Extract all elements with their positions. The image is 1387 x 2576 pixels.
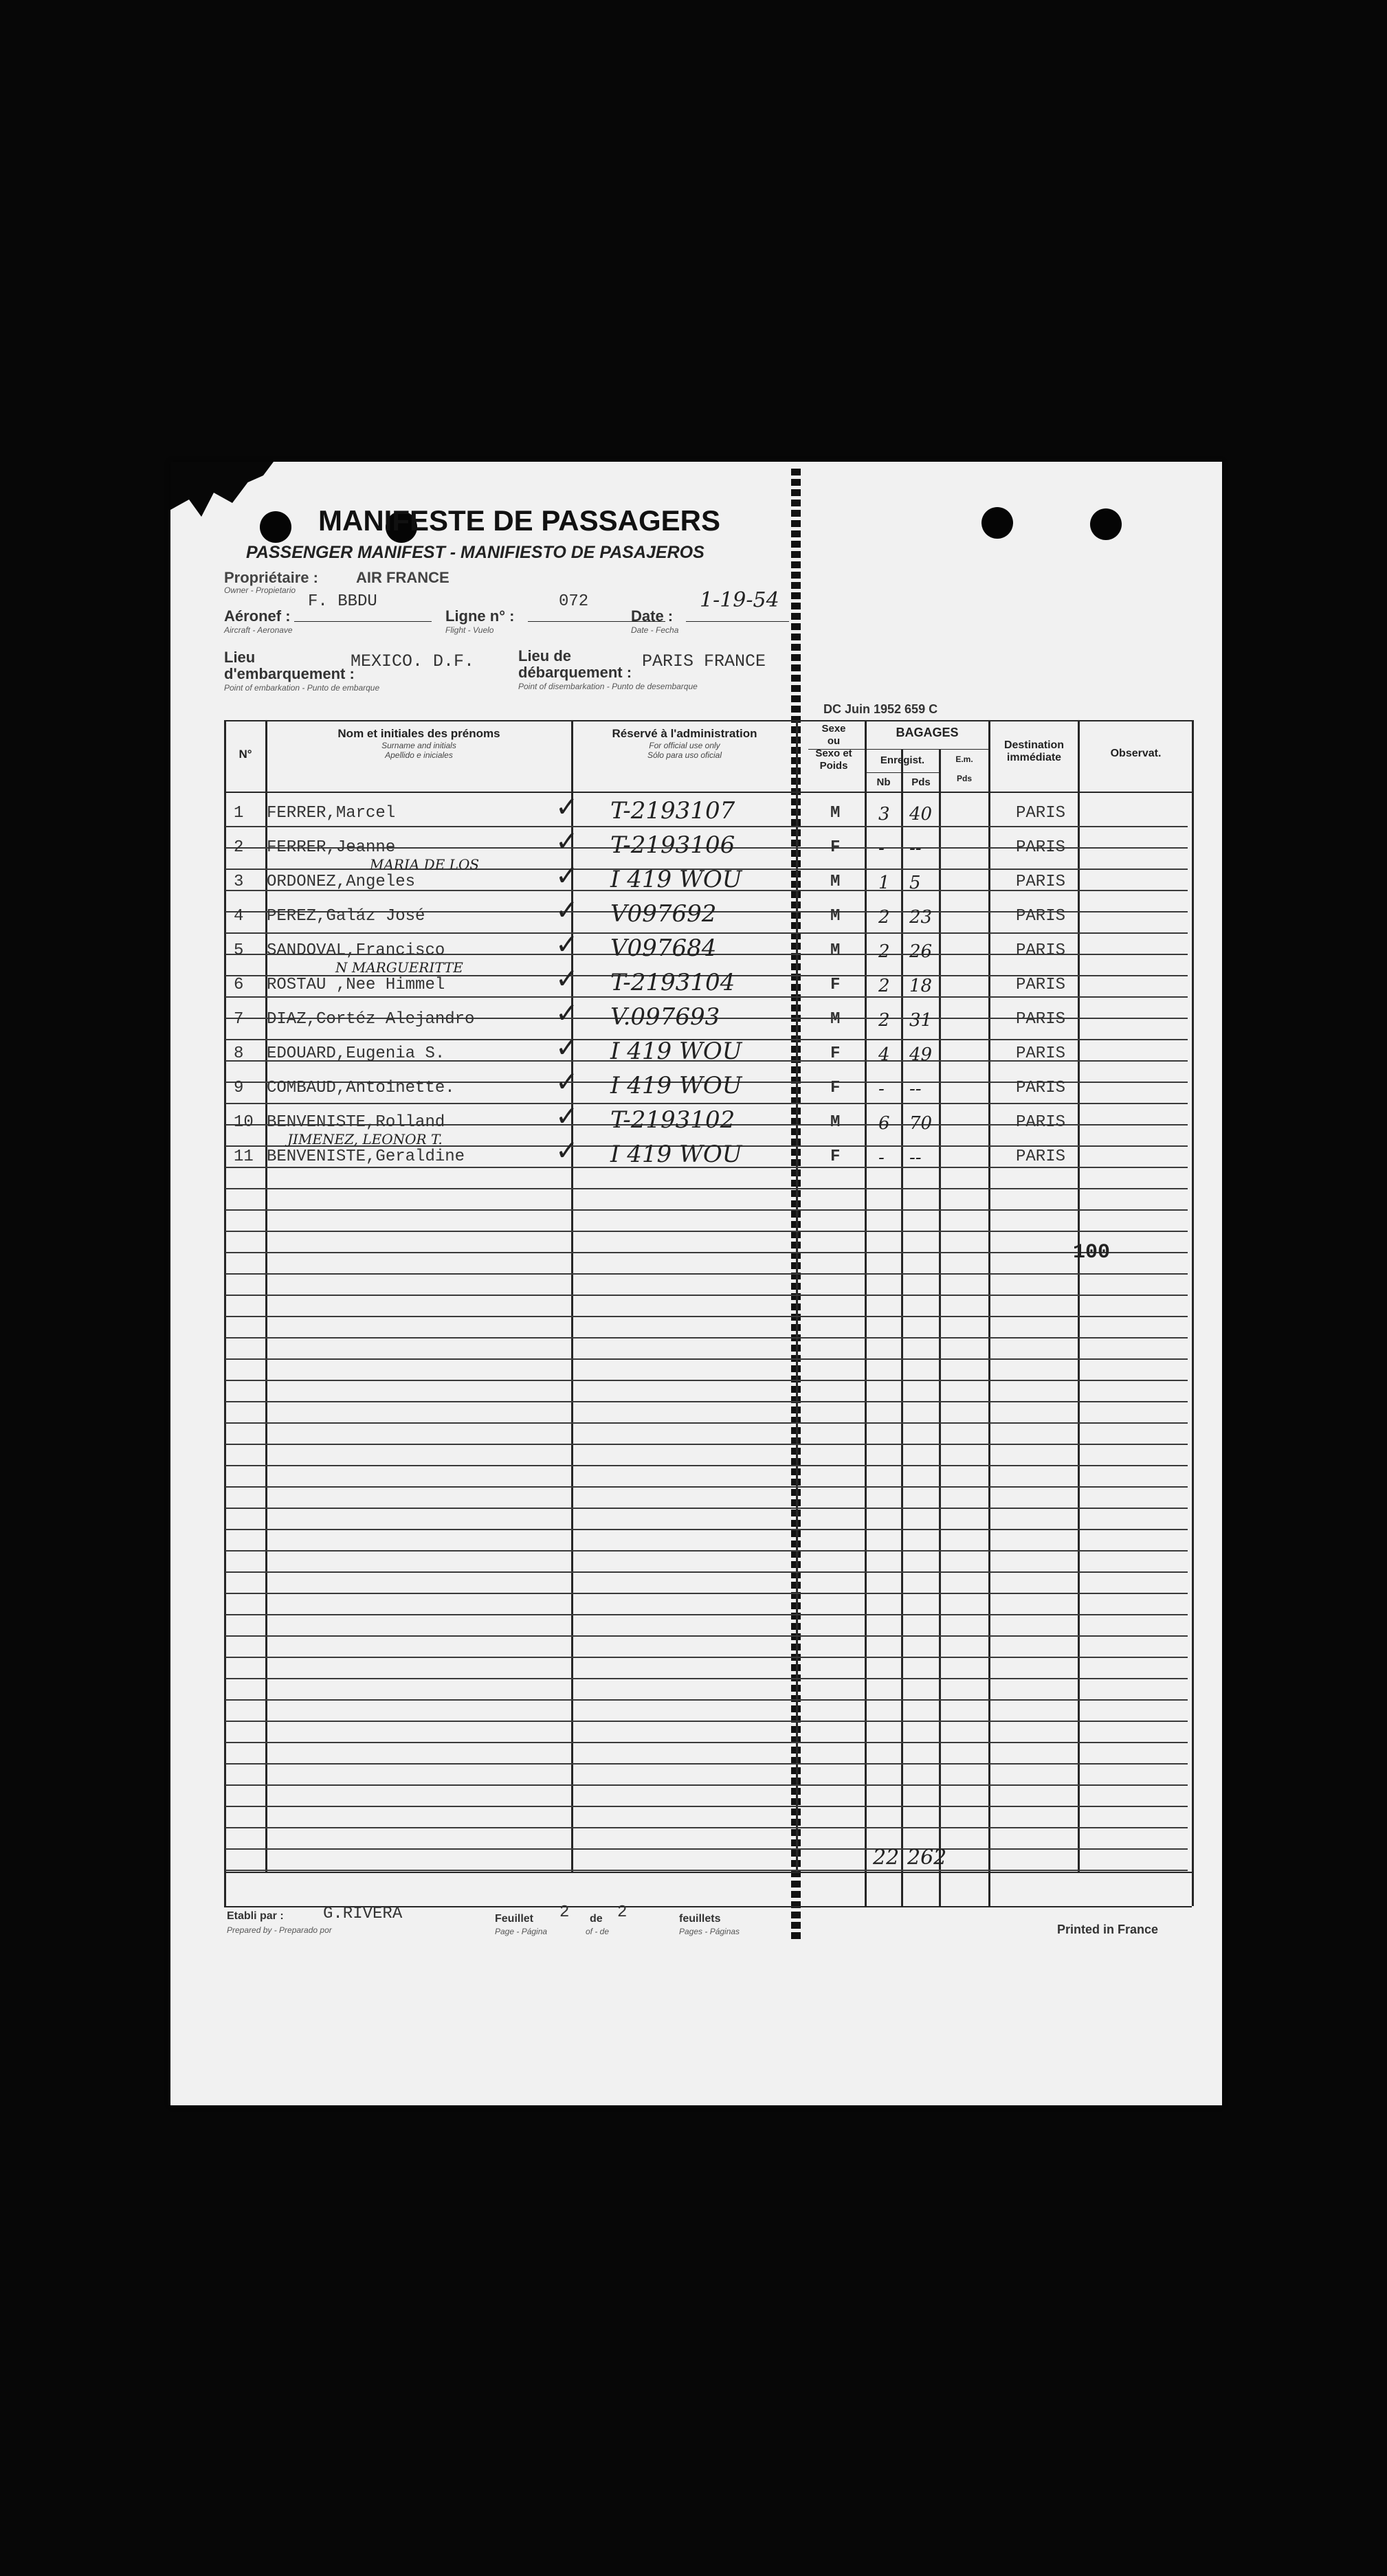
stray-number: 100 xyxy=(1073,1241,1111,1264)
ruled-line xyxy=(225,1763,1188,1765)
check-mark-icon: ✓ xyxy=(555,792,579,823)
date-value: 1-19-54 xyxy=(700,588,779,612)
punch-hole xyxy=(260,511,291,543)
cell-nb: - xyxy=(878,838,885,859)
cell-name-annotation: MARIA DE LOS xyxy=(370,856,480,873)
ruled-line xyxy=(225,1188,1188,1189)
total-pds: 262 xyxy=(907,1846,947,1870)
ruled-line xyxy=(225,1678,1188,1679)
col-header-excess-1: E.m. xyxy=(955,754,973,764)
cell-sex: M xyxy=(830,907,841,926)
cell-sex: F xyxy=(830,976,841,994)
col-border xyxy=(865,720,867,1906)
ruled-line xyxy=(225,1422,1188,1424)
col-header-reserved xyxy=(573,727,796,760)
table-top-border xyxy=(224,720,1192,721)
flight-label-sub: Flight - Vuelo xyxy=(445,625,494,635)
ruled-line xyxy=(225,1358,1188,1360)
check-mark-icon: ✓ xyxy=(555,895,579,926)
embark-label-line2: d'embarquement : xyxy=(224,665,355,682)
col-header-reserved-text: Réservé à l'administration xyxy=(612,727,757,740)
col-border xyxy=(224,720,226,1906)
manifest-sheet xyxy=(170,462,1222,2105)
check-mark-icon: ✓ xyxy=(555,998,579,1029)
ruled-line xyxy=(225,996,1188,998)
col-header-name-sub2: Apellido e iniciales xyxy=(385,750,453,760)
col-header-sex-2: ou xyxy=(827,735,841,747)
check-mark-icon: ✓ xyxy=(555,860,579,892)
ruled-line xyxy=(225,1401,1188,1402)
cell-reserved: V097684 xyxy=(610,934,717,962)
cell-sex: F xyxy=(830,838,841,857)
ruled-line xyxy=(225,1784,1188,1786)
ruled-line xyxy=(225,1635,1188,1637)
cell-reserved: V.097693 xyxy=(610,1003,720,1031)
cell-nb: 2 xyxy=(878,1010,890,1031)
cell-destination: PARIS xyxy=(1016,941,1066,960)
check-mark-icon: ✓ xyxy=(555,1066,579,1098)
cell-nb: - xyxy=(878,1147,885,1168)
col-header-destination-1: Destination xyxy=(1003,739,1065,751)
owner-label: Propriétaire : xyxy=(224,569,318,586)
date-label: Date : xyxy=(631,607,674,625)
cell-pds: 18 xyxy=(909,976,933,996)
cell-reserved: I 419 WOU xyxy=(610,866,742,893)
ruled-line xyxy=(225,1444,1188,1445)
embark-value: MEXICO. D.F. xyxy=(351,651,475,671)
cell-name-annotation: N MARGUERITTE xyxy=(335,959,463,976)
col-header-destination-2: immédiate xyxy=(1006,752,1062,763)
cell-no: 5 xyxy=(234,941,244,960)
cell-reserved: T-2193104 xyxy=(610,969,735,996)
check-mark-icon: ✓ xyxy=(555,929,579,961)
ruled-line xyxy=(225,1252,1188,1253)
field-underline xyxy=(294,621,432,622)
ruled-line xyxy=(225,1209,1188,1211)
prepared-label-sub: Prepared by - Preparado por xyxy=(227,1925,332,1935)
col-header-reserved-sub1: For official use only xyxy=(649,741,720,750)
col-header-excess-2: Pds xyxy=(956,774,972,783)
cell-reserved: I 419 WOU xyxy=(610,1141,742,1168)
cell-pds: 5 xyxy=(909,873,921,893)
check-mark-icon: ✓ xyxy=(555,963,579,995)
check-mark-icon: ✓ xyxy=(555,1135,579,1167)
embark-label-sub: Point of embarkation - Punto de embarque xyxy=(224,683,380,693)
col-header-name-text: Nom et initiales des prénoms xyxy=(337,727,500,740)
aircraft-label: Aéronef : xyxy=(224,607,291,625)
cell-nb: 2 xyxy=(878,976,890,996)
cell-sex: M xyxy=(830,873,841,891)
cell-name: BENVENISTE,Rolland xyxy=(267,1113,445,1132)
cell-sex: M xyxy=(830,804,841,822)
cell-name: FERRER,Jeanne xyxy=(267,838,396,857)
ruled-line xyxy=(225,1550,1188,1552)
page-label-sub: Page - Página xyxy=(495,1927,548,1936)
ruled-line xyxy=(225,1508,1188,1509)
col-header-sex xyxy=(803,723,865,772)
col-header-pds: Pds xyxy=(911,776,931,788)
cell-sex: F xyxy=(830,1079,841,1097)
prepared-label: Etabli par : xyxy=(227,1910,284,1922)
cell-no: 10 xyxy=(234,1113,254,1132)
field-underline xyxy=(686,621,789,622)
check-mark-icon: ✓ xyxy=(555,1101,579,1132)
cell-pds: 70 xyxy=(909,1113,933,1134)
cell-no: 2 xyxy=(234,838,244,857)
owner-label-sub: Owner - Propietario xyxy=(224,585,296,595)
cell-name-annotation: JIMENEZ, LEONOR T. xyxy=(287,1131,443,1147)
prepared-value: G.RIVERA xyxy=(323,1905,403,1923)
cell-sex: F xyxy=(830,1147,841,1166)
ruled-line xyxy=(225,1848,1188,1850)
ruled-line xyxy=(225,1870,1188,1871)
cell-destination: PARIS xyxy=(1016,838,1066,857)
form-code: DC Juin 1952 659 C xyxy=(823,702,938,716)
cell-pds: 49 xyxy=(909,1044,933,1065)
cell-destination: PARIS xyxy=(1016,976,1066,994)
cell-sex: M xyxy=(830,1010,841,1029)
ruled-line xyxy=(225,1337,1188,1339)
cell-reserved: I 419 WOU xyxy=(610,1038,742,1065)
sheets-label: feuillets xyxy=(679,1913,721,1925)
printed-in-france: Printed in France xyxy=(1057,1923,1159,1936)
sheet-label: Feuillet xyxy=(495,1913,534,1925)
col-header-destination xyxy=(990,739,1078,764)
flight-label: Ligne n° : xyxy=(445,607,515,625)
cell-no: 1 xyxy=(234,804,244,822)
cell-name: SANDOVAL,Francisco xyxy=(267,941,445,960)
ruled-line xyxy=(225,1103,1188,1104)
cell-pds: -- xyxy=(909,1147,922,1168)
embark-label: Lieu xyxy=(224,649,256,666)
col-border xyxy=(939,749,941,1906)
cell-pds: -- xyxy=(909,838,922,859)
col-header-baggage: BAGAGES xyxy=(896,726,959,739)
cell-no: 4 xyxy=(234,907,244,926)
owner-value: AIR FRANCE xyxy=(356,569,450,586)
cell-name: ORDONEZ,Angeles xyxy=(267,873,416,891)
cell-name: PEREZ,Galáz José xyxy=(267,907,425,926)
torn-corner xyxy=(170,462,274,530)
cell-no: 9 xyxy=(234,1079,244,1097)
ruled-line xyxy=(225,1614,1188,1615)
ruled-line xyxy=(225,1529,1188,1530)
col-header-sex-4: Poids xyxy=(819,760,848,772)
col-header-reserved-sub2: Sólo para uso oficial xyxy=(647,750,722,760)
disembark-label: Lieu de xyxy=(518,647,572,664)
cell-no: 3 xyxy=(234,873,244,891)
ruled-line xyxy=(225,1721,1188,1722)
ruled-line xyxy=(225,1316,1188,1317)
disembark-value: PARIS FRANCE xyxy=(642,651,766,671)
col-header-nb: Nb xyxy=(876,776,891,788)
cell-sex: M xyxy=(830,1113,841,1132)
cell-sex: M xyxy=(830,941,841,960)
ruled-line xyxy=(225,1231,1188,1232)
ruled-line xyxy=(225,1295,1188,1296)
col-header-observations: Observat. xyxy=(1110,748,1162,759)
ruled-line xyxy=(225,1465,1188,1466)
ruled-line xyxy=(225,1571,1188,1573)
cell-name: FERRER,Marcel xyxy=(267,804,396,822)
page-subtitle: PASSENGER MANIFEST - MANIFIESTO DE PASAJEROS xyxy=(246,543,704,562)
ruled-line xyxy=(225,1742,1188,1743)
col-header-registered: Enregist. xyxy=(880,754,925,766)
col-header-sex-1: Sexe xyxy=(821,723,846,735)
of-label: de xyxy=(590,1913,603,1925)
cell-nb: 6 xyxy=(878,1113,890,1134)
ruled-line xyxy=(225,1827,1188,1828)
cell-reserved: V097692 xyxy=(610,900,717,928)
cell-sex: F xyxy=(830,1044,841,1063)
aircraft-value: F. BBDU xyxy=(308,592,377,611)
sheet-value: 2 xyxy=(559,1903,570,1922)
cell-reserved: I 419 WOU xyxy=(610,1072,742,1099)
cell-name: BENVENISTE,Geraldine xyxy=(267,1147,465,1166)
cell-nb: 2 xyxy=(878,907,890,928)
punch-hole xyxy=(1090,508,1122,540)
cell-pds: -- xyxy=(909,1079,922,1099)
cell-nb: 1 xyxy=(878,873,890,893)
cell-destination: PARIS xyxy=(1016,1010,1066,1029)
cell-pds: 26 xyxy=(909,941,933,962)
col-header-name xyxy=(267,727,571,760)
cell-name: EDOUARD,Eugenia S. xyxy=(267,1044,445,1063)
cell-destination: PARIS xyxy=(1016,1044,1066,1063)
flight-value: 072 xyxy=(559,592,589,611)
cell-no: 7 xyxy=(234,1010,244,1029)
ruled-line xyxy=(225,1380,1188,1381)
cell-reserved: T-2193102 xyxy=(610,1106,735,1134)
disembark-label-sub: Point of disembarkation - Punto de desembarque xyxy=(518,682,698,691)
cell-name: ROSTAU ,Nee Himmel xyxy=(267,976,445,994)
ruled-line xyxy=(225,1593,1188,1594)
cell-no: 8 xyxy=(234,1044,244,1063)
cell-nb: 3 xyxy=(878,804,890,825)
of-label-sub: of - de xyxy=(586,1927,610,1936)
cell-destination: PARIS xyxy=(1016,1113,1066,1132)
ruled-line xyxy=(225,1806,1188,1807)
ruled-line xyxy=(225,932,1188,934)
pages-label-sub: Pages - Páginas xyxy=(679,1927,740,1936)
ruled-line xyxy=(225,1486,1188,1488)
cell-pds: 31 xyxy=(909,1010,933,1031)
cell-destination: PARIS xyxy=(1016,804,1066,822)
cell-reserved: T-2193106 xyxy=(610,831,735,859)
col-border xyxy=(901,749,903,1906)
page-title: MANIFESTE DE PASSAGERS xyxy=(318,504,720,537)
cell-destination: PARIS xyxy=(1016,1079,1066,1097)
col-border xyxy=(988,720,990,1906)
cell-pds: 40 xyxy=(909,804,933,825)
of-value: 2 xyxy=(617,1903,628,1922)
cell-nb: - xyxy=(878,1079,885,1099)
col-header-name-sub1: Surname and initials xyxy=(381,741,456,750)
cell-no: 11 xyxy=(234,1147,254,1166)
cell-pds: 23 xyxy=(909,907,933,928)
punch-hole xyxy=(981,507,1013,539)
check-mark-icon: ✓ xyxy=(555,826,579,858)
table-total-border xyxy=(224,1872,1192,1873)
header-bottom-border xyxy=(224,792,1192,793)
col-header-no: N° xyxy=(238,748,252,761)
aircraft-label-sub: Aircraft - Aeronave xyxy=(224,625,293,635)
disembark-label-line2: débarquement : xyxy=(518,664,632,681)
cell-nb: 4 xyxy=(878,1044,890,1065)
date-label-sub: Date - Fecha xyxy=(631,625,679,635)
col-header-sex-3: Sexo et xyxy=(815,748,852,759)
cell-nb: 2 xyxy=(878,941,890,962)
ruled-line xyxy=(225,826,1188,827)
check-mark-icon: ✓ xyxy=(555,1032,579,1064)
cell-destination: PARIS xyxy=(1016,873,1066,891)
ruled-line xyxy=(225,1699,1188,1701)
cell-destination: PARIS xyxy=(1016,1147,1066,1166)
cell-destination: PARIS xyxy=(1016,907,1066,926)
ruled-line xyxy=(225,1657,1188,1658)
total-nb: 22 xyxy=(873,1846,900,1870)
cell-reserved: T-2193107 xyxy=(610,797,735,825)
col-border xyxy=(1192,720,1194,1906)
ruled-line xyxy=(225,1273,1188,1275)
cell-name: COMBAUD,Antoinette. xyxy=(267,1079,455,1097)
cell-name: DIAZ,Cortéz Alejandro xyxy=(267,1010,475,1029)
cell-no: 6 xyxy=(234,976,244,994)
col-header-excess xyxy=(940,754,988,783)
